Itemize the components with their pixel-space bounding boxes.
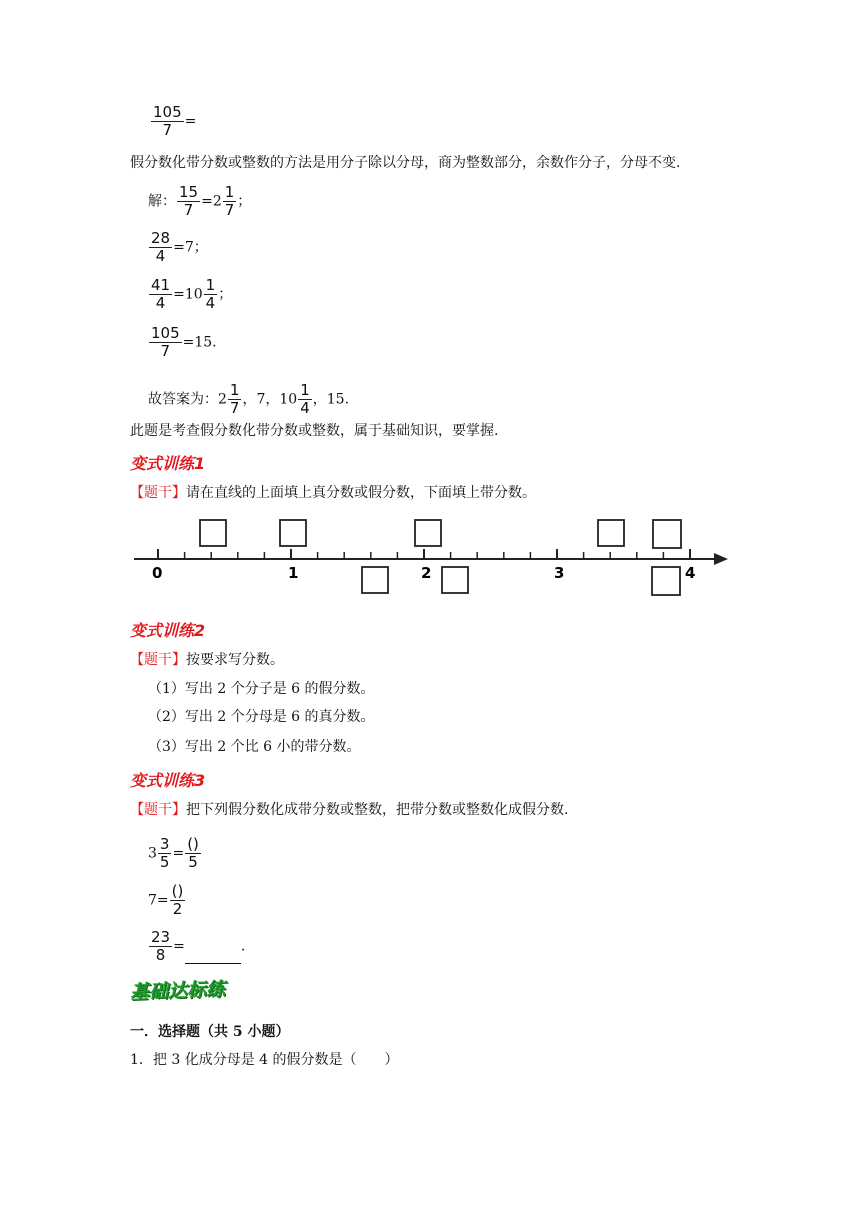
- answer-line: [148, 382, 349, 417]
- fraction: [170, 883, 186, 918]
- punctuation: ；: [237, 193, 252, 210]
- answer-box-top[interactable]: [415, 520, 441, 546]
- equation-part: =15.: [182, 334, 217, 351]
- practice-3-title: 变式训练3: [130, 771, 206, 790]
- denominator: 2: [172, 900, 183, 918]
- numerator: 3: [159, 835, 170, 853]
- fraction: [228, 382, 242, 417]
- fraction: [149, 277, 172, 312]
- numerator: 1: [224, 183, 235, 201]
- numerator: 23: [151, 928, 171, 946]
- fraction: [149, 325, 182, 360]
- section-heading: 一．选择题（共 5 小题）: [130, 1024, 290, 1040]
- practice-3-exercise-2: [148, 883, 186, 918]
- answer-prefix: 故答案为：2: [148, 391, 227, 408]
- denominator: 4: [155, 294, 166, 312]
- stem-tag: 【题干】: [130, 802, 186, 818]
- practice-3-exercise-3: [148, 929, 245, 964]
- fraction: [223, 184, 237, 219]
- punctuation: ；: [218, 286, 233, 303]
- numerator-blank: (): [187, 835, 199, 853]
- answer-box-top[interactable]: [200, 520, 226, 546]
- stem-tag: 【题干】: [130, 485, 186, 501]
- numerator: 105: [151, 324, 180, 342]
- stem-text: 请在直线的上面填上真分数或假分数，下面填上带分数。: [186, 485, 536, 501]
- fraction: [177, 184, 200, 219]
- denominator: 5: [159, 853, 170, 871]
- solution-line-1: [148, 184, 251, 219]
- punctuation: .: [240, 938, 246, 955]
- denominator: 7: [224, 201, 235, 219]
- practice-3-exercise-1: [148, 836, 202, 871]
- practice-1-title: 变式训练1: [130, 454, 206, 473]
- fraction: [185, 836, 201, 871]
- numerator: 1: [205, 276, 216, 294]
- denominator: 5: [188, 853, 198, 871]
- tick-label-2: 2: [421, 564, 432, 582]
- denominator: 4: [205, 294, 216, 312]
- answer-box-bottom[interactable]: [442, 567, 468, 593]
- practice-2-title: 变式训练2: [130, 621, 206, 640]
- number-line: [130, 512, 730, 608]
- practice-2-item-2: （2）写出 2 个分母是 6 的真分数。: [148, 709, 375, 725]
- practice-2-item-1: （1）写出 2 个分子是 6 的假分数。: [148, 681, 375, 697]
- numerator: 41: [151, 276, 171, 294]
- summary-text: 此题是考查假分数化带分数或整数，属于基础知识，要掌握.: [130, 423, 499, 439]
- whole-part: 3: [148, 845, 157, 862]
- denominator: 8: [155, 946, 166, 964]
- answer-blank[interactable]: [185, 949, 241, 964]
- answer-box-top[interactable]: [653, 520, 681, 548]
- fraction: [204, 277, 218, 312]
- denominator: 7: [183, 201, 194, 219]
- denominator: 4: [155, 247, 166, 265]
- answer-box-bottom[interactable]: [362, 567, 388, 593]
- numerator: 1: [300, 381, 310, 399]
- fraction: [158, 836, 172, 871]
- equals-sign: =: [172, 845, 185, 862]
- answer-box-bottom[interactable]: [652, 567, 680, 595]
- top-fraction-line: [150, 104, 196, 139]
- arrow-head-icon: [714, 553, 728, 565]
- solution-label: 解：: [148, 193, 176, 210]
- equation-part: =10: [173, 286, 203, 303]
- practice-2-item-3: （3）写出 2 个比 6 小的带分数。: [148, 739, 361, 755]
- numerator: 105: [153, 103, 182, 121]
- denominator: 7: [162, 121, 173, 139]
- numerator-blank: (): [171, 882, 184, 900]
- denominator: 7: [229, 399, 240, 417]
- tick-label-3: 3: [554, 564, 565, 582]
- denominator: 7: [160, 342, 171, 360]
- solution-line-4: [148, 325, 217, 360]
- question-1: 1．把 3 化成分母是 4 的假分数是（ ）: [130, 1052, 399, 1068]
- answer-end: ，15.: [312, 391, 350, 408]
- fraction: [149, 230, 172, 265]
- tick-label-1: 1: [288, 564, 299, 582]
- practice-1-stem: [130, 483, 536, 503]
- numerator: 15: [179, 183, 199, 201]
- solution-line-3: [148, 277, 232, 312]
- equation-part: =2: [201, 193, 222, 210]
- answer-box-top[interactable]: [598, 520, 624, 546]
- fraction: [149, 929, 172, 964]
- numerator: 28: [151, 229, 171, 247]
- stem-tag: 【题干】: [130, 652, 186, 668]
- fraction: [151, 104, 184, 139]
- numerator: 1: [229, 381, 240, 399]
- fraction: [298, 382, 312, 417]
- stem-text: 把下列假分数化成带分数或整数，把带分数或整数化成假分数.: [186, 802, 569, 818]
- equation-part: =7；: [173, 239, 208, 256]
- solution-line-2: [148, 230, 208, 265]
- method-text: 假分数化带分数或整数的方法是用分子除以分母，商为整数部分，余数作分子，分母不变.: [130, 155, 681, 171]
- tick-label-4: 4: [685, 564, 696, 582]
- tick-label-0: 0: [152, 564, 163, 582]
- denominator: 4: [300, 399, 310, 417]
- equals-sign: =: [184, 113, 197, 130]
- stem-text: 按要求写分数。: [186, 652, 284, 668]
- practice-2-stem: [130, 650, 284, 670]
- equals-sign: =: [173, 938, 185, 955]
- basic-practice-title: 基础达标练: [129, 978, 226, 1004]
- answer-box-top[interactable]: [280, 520, 306, 546]
- practice-3-stem: [130, 800, 568, 820]
- answer-middle: ，7，10: [242, 391, 298, 408]
- lhs: 7=: [148, 892, 169, 909]
